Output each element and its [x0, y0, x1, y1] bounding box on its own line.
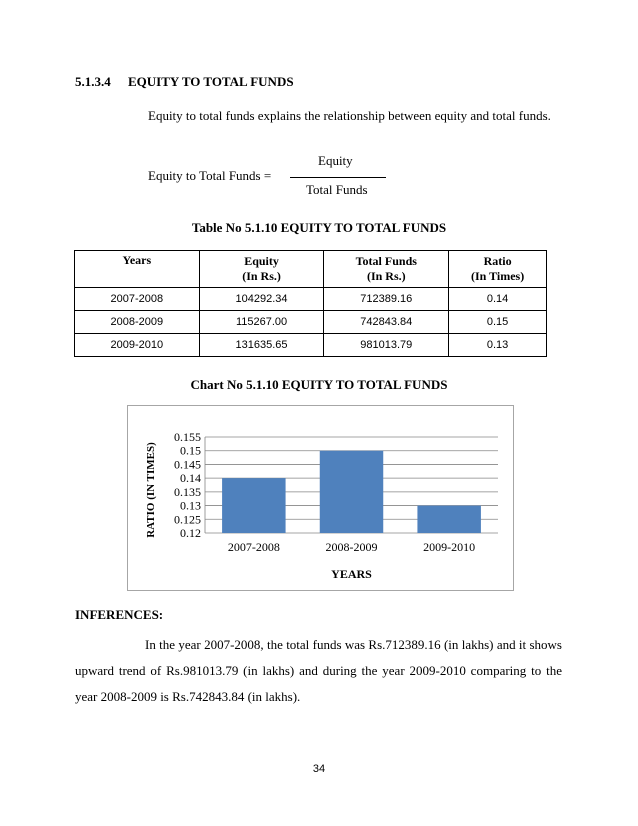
formula-fraction-line	[290, 177, 386, 178]
cell-ratio: 0.13	[449, 334, 547, 357]
y-tick-label: 0.125	[174, 512, 201, 527]
bar	[222, 478, 285, 533]
table-row	[75, 334, 547, 357]
cell-total-funds: 981013.79	[324, 334, 449, 357]
cell-total-funds: 742843.84	[324, 311, 449, 334]
section-number: 5.1.3.4	[75, 74, 111, 89]
chart-title: Chart No 5.1.10 EQUITY TO TOTAL FUNDS	[190, 377, 448, 392]
cell-year: 2009-2010	[75, 334, 200, 357]
x-axis-title: YEARS	[331, 567, 372, 581]
table-row	[75, 311, 547, 334]
cell-ratio: 0.15	[449, 311, 547, 334]
x-tick-label: 2009-2010	[423, 540, 476, 554]
cell-year: 2008-2009	[75, 311, 200, 334]
header-ratio: Ratio (In Times)	[449, 251, 547, 288]
header-total-funds: Total Funds (In Rs.)	[324, 251, 449, 288]
formula-label: Equity to Total Funds =	[148, 168, 272, 183]
inferences-text: In the year 2007-2008, the total funds was Rs.712389.16 (in lakhs) and it shows upward trend of Rs.981013.79 (in lakhs) and during the year 2009-2010 comparing to the year 2008-2009 is Rs.742843.84 (in lakhs).	[75, 637, 562, 704]
y-tick-label: 0.135	[174, 484, 201, 499]
y-axis-title: RATIO (IN TIMES)	[145, 442, 157, 538]
y-tick-label: 0.13	[180, 498, 201, 513]
inferences-paragraph	[75, 632, 562, 710]
header-years: Years	[75, 251, 200, 288]
cell-total-funds: 712389.16	[324, 288, 449, 311]
y-tick-label: 0.155	[174, 430, 201, 444]
header-equity: Equity (In Rs.)	[199, 251, 324, 288]
section-title: EQUITY TO TOTAL FUNDS	[128, 74, 294, 89]
y-tick-label: 0.12	[180, 526, 201, 540]
equity-table	[74, 250, 547, 357]
intro-text: Equity to total funds explains the relationship between equity and total funds.	[148, 108, 551, 123]
cell-equity: 104292.34	[199, 288, 324, 311]
page-number: 34	[312, 763, 326, 775]
x-tick-label: 2007-2008	[227, 540, 280, 554]
inferences-heading: INFERENCES:	[75, 607, 164, 622]
y-tick-label: 0.15	[180, 443, 201, 458]
cell-year: 2007-2008	[75, 288, 200, 311]
y-tick-label: 0.145	[174, 457, 201, 472]
formula-denominator: Total Funds	[306, 182, 368, 197]
table-title: Table No 5.1.10 EQUITY TO TOTAL FUNDS	[191, 220, 447, 235]
ratio-bar-chart	[127, 405, 513, 590]
cell-ratio: 0.14	[449, 288, 547, 311]
formula-numerator: Equity	[318, 153, 353, 168]
section-heading	[75, 74, 294, 90]
y-tick-label: 0.14	[180, 471, 201, 486]
table-header-row	[75, 251, 547, 288]
bar	[417, 506, 480, 533]
table-row	[75, 288, 547, 311]
cell-equity: 115267.00	[199, 311, 324, 334]
bar	[320, 451, 383, 533]
cell-equity: 131635.65	[199, 334, 324, 357]
x-tick-label: 2008-2009	[325, 540, 378, 554]
